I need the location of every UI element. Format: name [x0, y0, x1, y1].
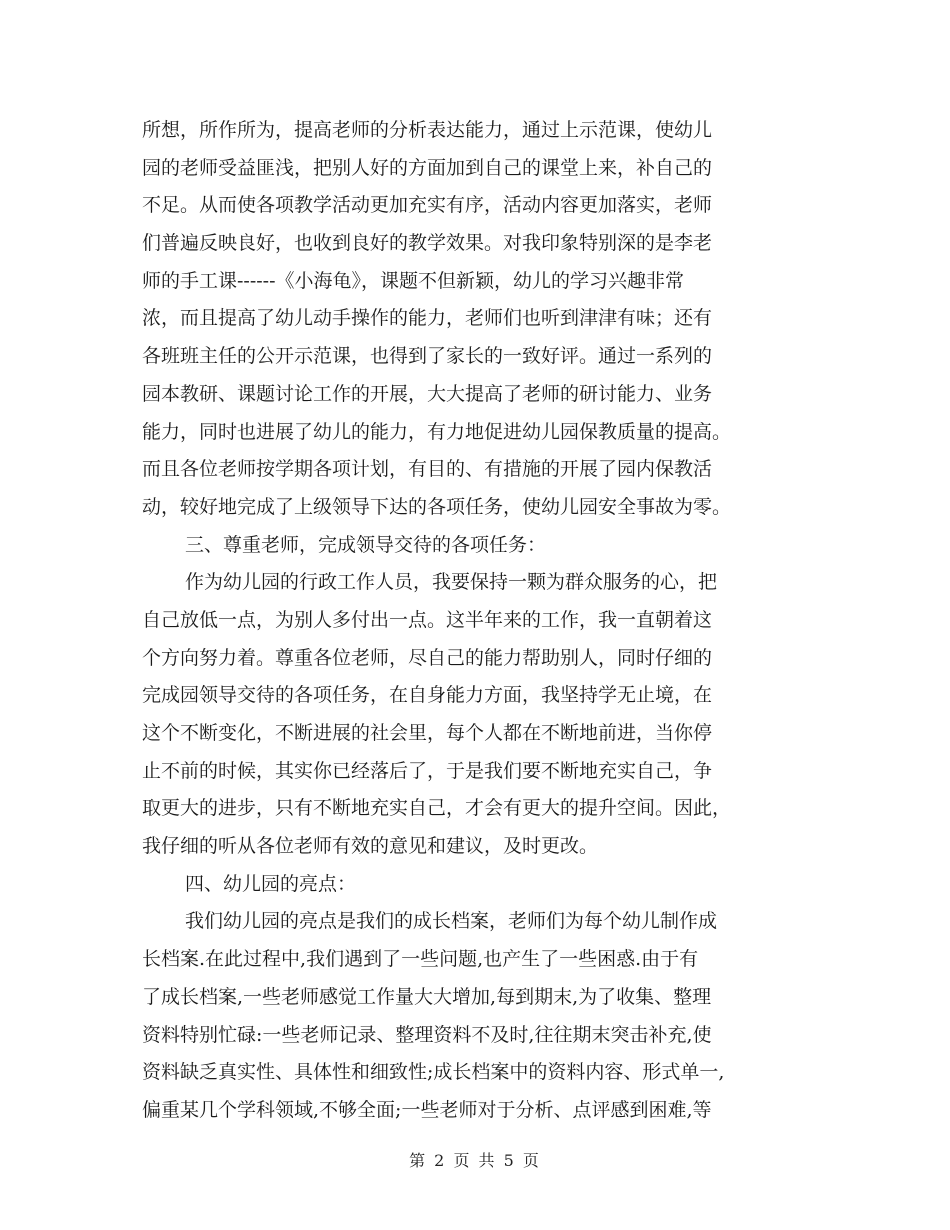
text-line-2: 园的老师受益匪浅，把别人好的方面加到自己的课堂上来，补自己的 — [142, 156, 713, 179]
text-line-20: 我仔细的听从各位老师有效的意见和建议，及时更改。 — [142, 835, 599, 858]
text-line-19: 取更大的进步，只有不断地充实自己，才会有更大的提升空间。因此， — [142, 797, 732, 820]
text-line-15: 个方向努力着。尊重各位老师，尽自己的能力帮助别人，同时仔细的 — [142, 646, 713, 669]
text-line-18: 止不前的时候，其实你已经落后了，于是我们要不断地充实自己，争 — [142, 759, 713, 782]
text-line-13: 作为幼儿园的行政工作人员，我要保持一颗为群众服务的心，把 — [185, 571, 718, 594]
text-line-3: 不足。从而使各项教学活动更加充实有序，活动内容更加落实，老师 — [142, 194, 713, 217]
text-line-25: 资料特别忙碌:一些老师记录、整理资料不及时,往往期末突击补充,使 — [142, 1023, 712, 1046]
section-heading-4: 四、幼儿园的亮点： — [185, 872, 357, 895]
text-line-1: 所想，所作所为，提高老师的分析表达能力，通过上示范课，使幼儿 — [142, 119, 713, 141]
text-line-7: 各班班主任的公开示范课，也得到了家长的一致好评。通过一系列的 — [142, 345, 713, 368]
text-line-24: 了成长档案,一些老师感觉工作量大大增加,每到期末,为了收集、整理 — [142, 985, 712, 1008]
text-line-14: 自己放低一点，为别人多付出一点。这半年来的工作，我一直朝着这 — [142, 608, 713, 631]
text-line-16: 完成园领导交待的各项任务，在自身能力方面，我坚持学无止境，在 — [142, 684, 713, 707]
text-line-4: 们普遍反映良好，也收到良好的教学效果。对我印象特别深的是李老 — [142, 232, 713, 255]
text-line-6: 浓，而且提高了幼儿动手操作的能力，老师们也听到津津有味；还有 — [142, 307, 713, 330]
text-line-22: 我们幼儿园的亮点是我们的成长档案，老师们为每个幼儿制作成 — [185, 910, 718, 933]
text-line-27: 偏重某几个学科领域,不够全面;一些老师对于分析、点评感到困难,等 — [142, 1098, 712, 1121]
text-line-11: 动，较好地完成了上级领导下达的各项任务，使幼儿园安全事故为零。 — [142, 495, 732, 518]
text-line-26: 资料缺乏真实性、具体性和细致性;成长档案中的资料内容、形式单一, — [142, 1061, 725, 1084]
section-heading-3: 三、尊重老师，完成领导交待的各项任务： — [185, 533, 547, 556]
text-line-10: 而且各位老师按学期各项计划，有目的、有措施的开展了园内保教活 — [142, 458, 713, 481]
page-number-footer: 第 2 页 共 5 页 — [409, 1151, 541, 1170]
text-line-8: 园本教研、课题讨论工作的开展，大大提高了老师的研讨能力、业务 — [142, 382, 713, 405]
body-text — [142, 112, 812, 1130]
text-line-17: 这个不断变化，不断进展的社会里，每个人都在不断地前进，当你停 — [142, 722, 713, 744]
text-line-5: 师的手工课------《小海龟》，课题不但新颖，幼儿的学习兴趣非常 — [142, 269, 685, 292]
text-line-23: 长档案.在此过程中,我们遇到了一些问题,也产生了一些困惑.由于有 — [142, 948, 699, 971]
text-line-9: 能力，同时也进展了幼儿的能力，有力地促进幼儿园保教质量的提高。 — [142, 420, 732, 443]
